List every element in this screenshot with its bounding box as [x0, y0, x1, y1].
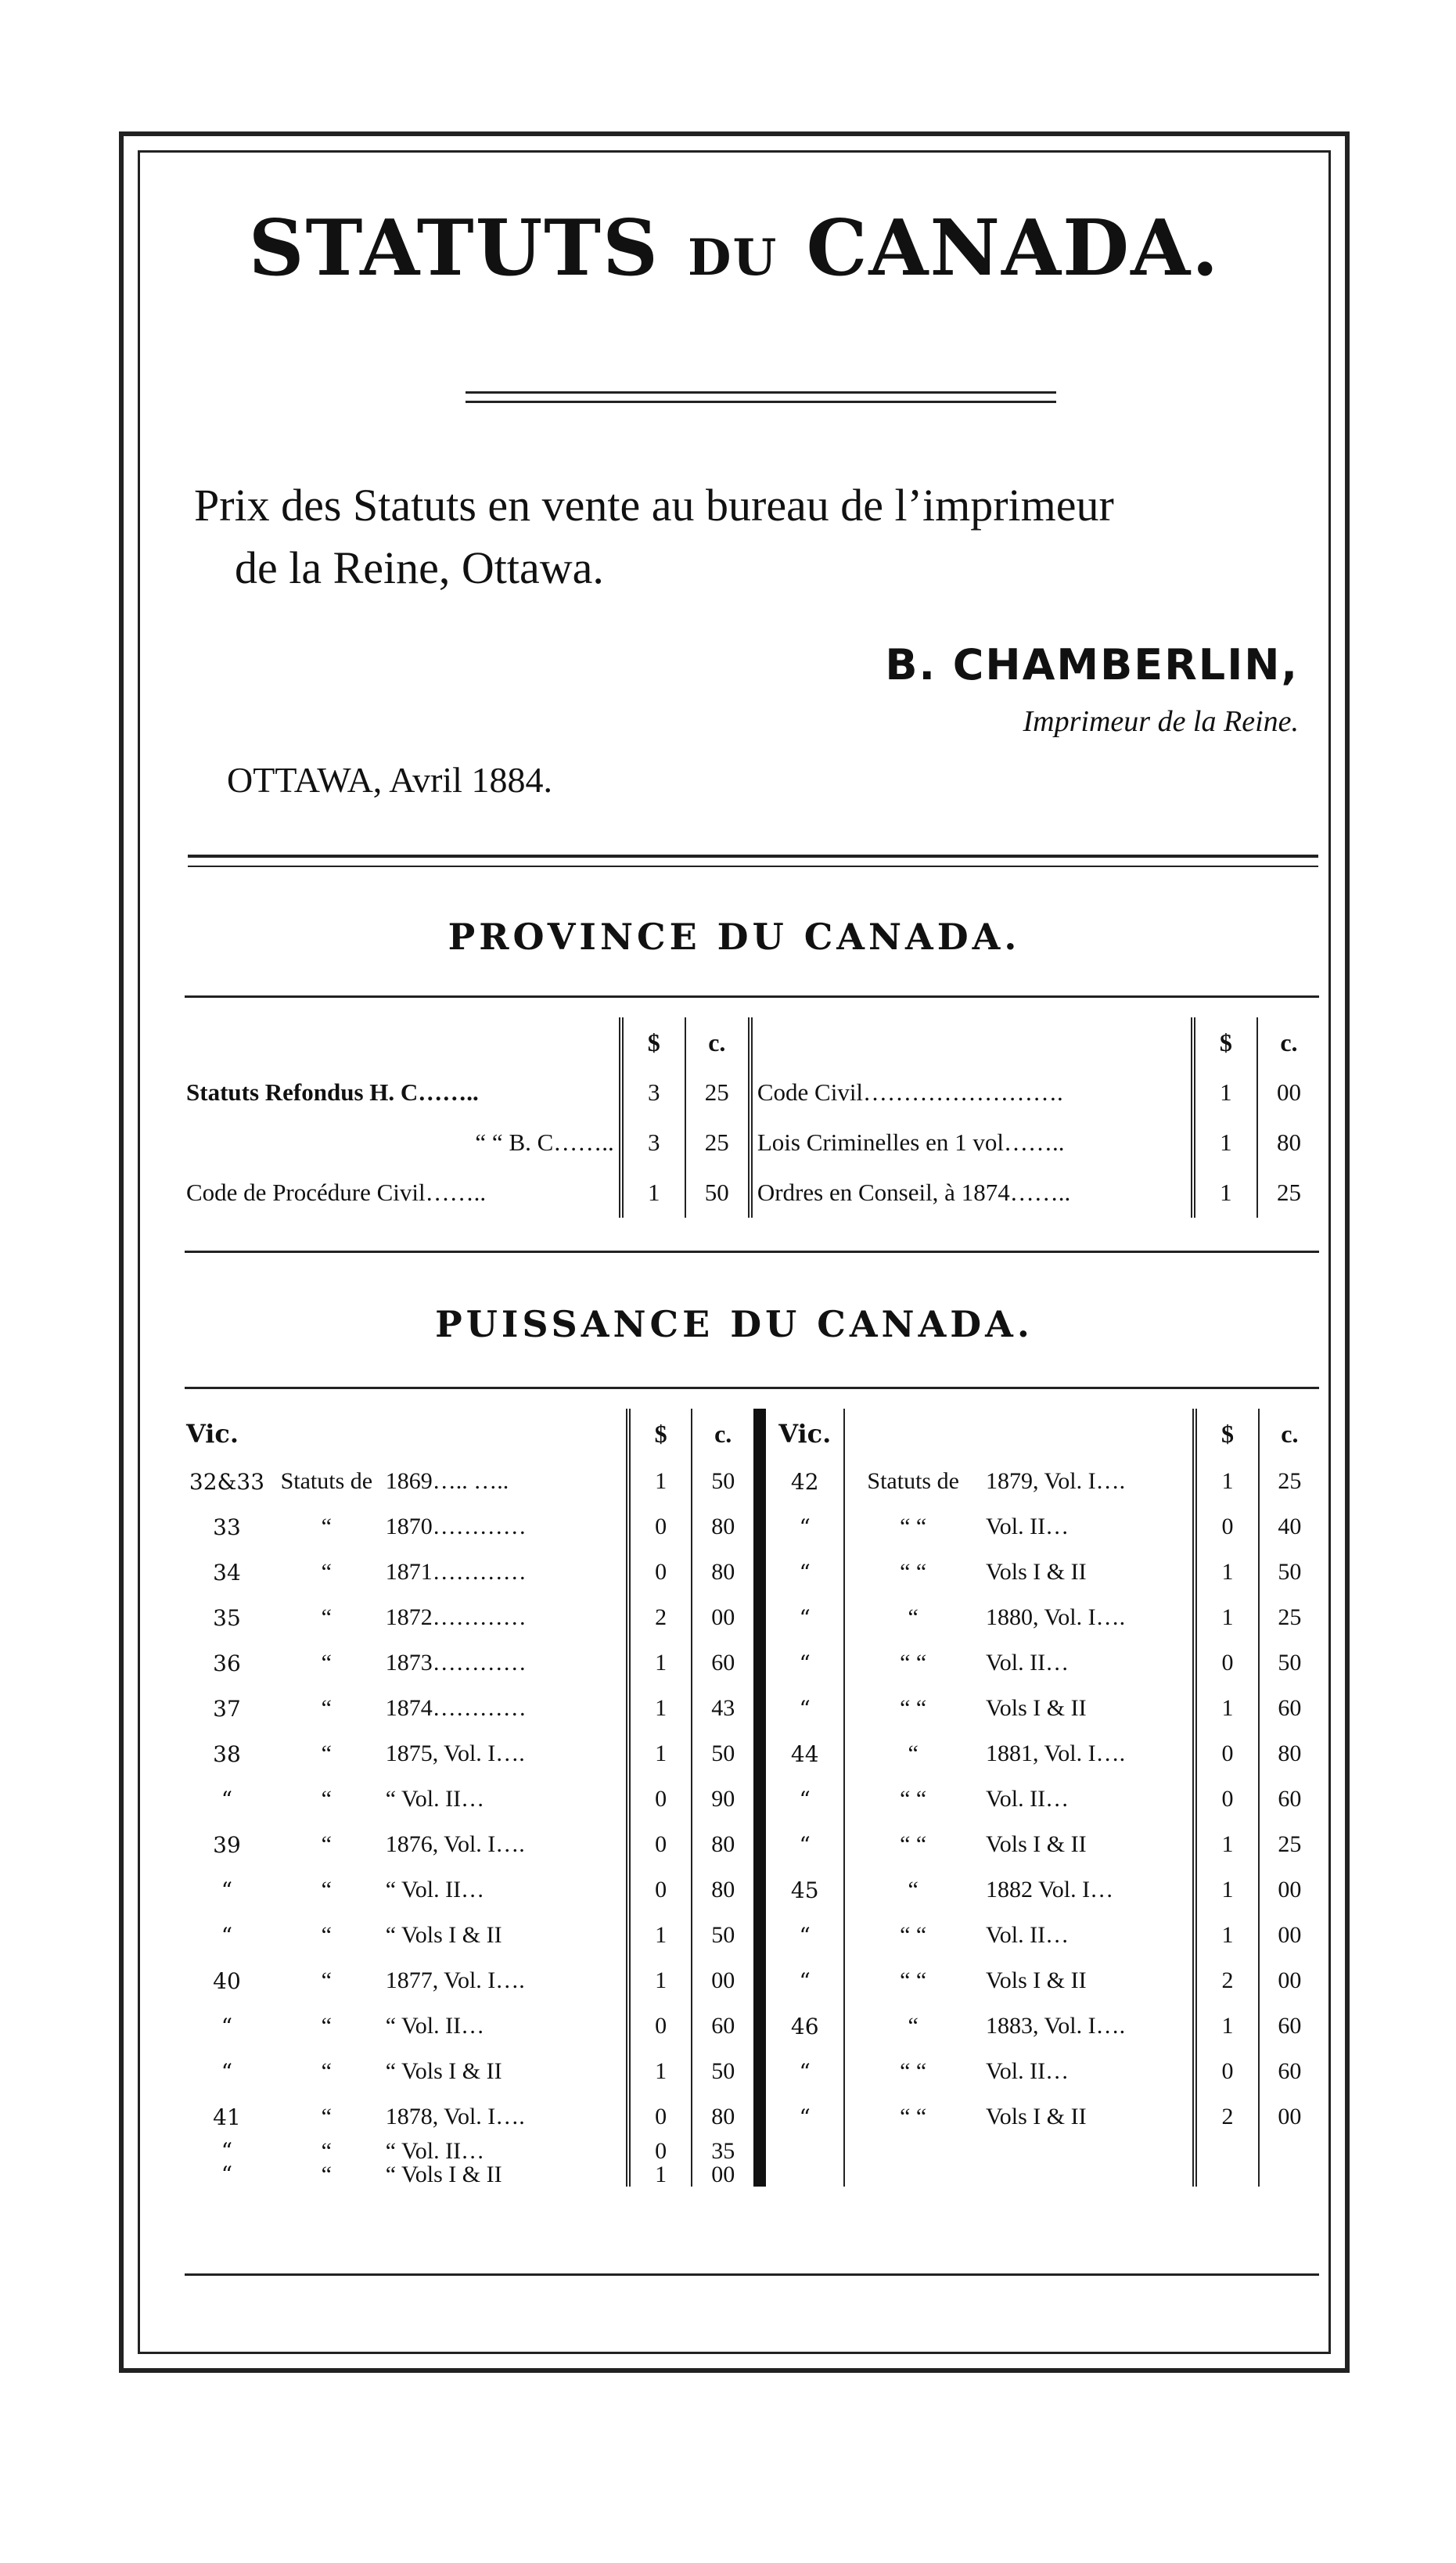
statute-cents: 60 [1259, 1686, 1320, 1731]
statute-ditto: “ “ [844, 2049, 981, 2094]
statute-dollars: 0 [628, 1504, 692, 1550]
table-row [182, 2003, 1320, 2049]
statute-description: Vol. II… [986, 1514, 1070, 1539]
province-rule-bottom [185, 1251, 1319, 1253]
statute-ditto: “ [844, 1595, 981, 1640]
statute-ditto: “ [321, 1740, 332, 1766]
statute-cents [1259, 2140, 1320, 2163]
statute-ditto: “ “ [844, 1550, 981, 1595]
statute-cents: 00 [692, 1595, 760, 1640]
statute-cents [1259, 2163, 1320, 2187]
statute-description: Vol. II… [986, 1650, 1070, 1676]
table-row [182, 1067, 1320, 1118]
table-row [182, 1118, 1320, 1168]
statute-cents: 43 [692, 1686, 760, 1731]
item-description: “ “ B. C…….. [475, 1129, 614, 1156]
table-row [182, 2163, 1320, 2187]
vic-number: 42 [760, 1459, 844, 1504]
statute-ditto: “ [321, 1967, 332, 1993]
statute-dollars: 2 [1195, 2094, 1258, 2140]
statute-dollars [1195, 2163, 1258, 2187]
statute-cents: 80 [692, 1822, 760, 1867]
statute-description: Vol. II… [986, 1922, 1070, 1948]
item-cents: 80 [1257, 1118, 1320, 1168]
statute-description: 1880, Vol. I…. [986, 1604, 1126, 1630]
vic-number: “ [221, 2058, 233, 2085]
table-row [182, 1550, 1320, 1595]
vic-number: “ [760, 1550, 844, 1595]
vic-number: “ [760, 1504, 844, 1550]
statute-ditto: “ [321, 2138, 332, 2164]
statute-cents: 60 [692, 1640, 760, 1686]
statute-ditto: “ [321, 1922, 332, 1948]
statute-dollars: 1 [1195, 1595, 1258, 1640]
intro-line-2: de la Reine, Ottawa. [235, 542, 604, 593]
statute-ditto: “ “ [844, 1776, 981, 1822]
vic-number: “ [221, 2013, 233, 2039]
puissance-heading: PUISSANCE DU CANADA. [435, 1303, 1034, 1345]
statute-cents: 50 [1259, 1640, 1320, 1686]
statute-description: 1873………… [385, 1650, 527, 1676]
statute-dollars: 0 [628, 1867, 692, 1913]
statute-ditto: “ [321, 1559, 332, 1585]
vic-number: “ [760, 1958, 844, 2003]
statute-dollars: 0 [628, 2140, 692, 2163]
statute-description: Vols I & II [986, 1559, 1087, 1585]
vic-number: 36 [213, 1650, 241, 1676]
statute-ditto: “ “ [844, 1822, 981, 1867]
statute-description: “ Vol. II… [385, 1877, 485, 1902]
vic-number: 44 [760, 1731, 844, 1776]
statute-description: Vols I & II [986, 1967, 1087, 1993]
item-description: Lois Criminelles en 1 vol…….. [750, 1118, 1193, 1168]
vic-number: “ [760, 1686, 844, 1731]
item-dollars: 3 [621, 1067, 685, 1118]
vic-number: “ [760, 1640, 844, 1686]
statute-description: “ Vol. II… [385, 2013, 485, 2039]
item-description: Code de Procédure Civil…….. [186, 1179, 487, 1206]
statute-dollars: 0 [1195, 1731, 1258, 1776]
statute-ditto [844, 2163, 981, 2187]
statute-description: Vol. II… [986, 1786, 1070, 1812]
col-vic: Vic. [186, 1419, 239, 1449]
table-row [182, 1822, 1320, 1867]
section-rule-bottom [188, 866, 1318, 867]
vic-number: 33 [213, 1514, 241, 1540]
col-dollar: $ [1193, 1017, 1257, 1067]
title-statuts: STATUTS [248, 203, 660, 293]
vic-number [760, 2140, 844, 2163]
col-cents: c. [1257, 1017, 1320, 1067]
vic-number: 37 [213, 1695, 241, 1722]
statute-description: 1877, Vol. I…. [385, 1967, 525, 1993]
page-title [138, 203, 1331, 293]
statute-cents: 80 [1259, 1731, 1320, 1776]
vic-number: 38 [213, 1740, 241, 1767]
statute-cents: 50 [692, 2049, 760, 2094]
col-vic: Vic. [760, 1409, 844, 1459]
title-rule-bottom [466, 401, 1056, 403]
province-heading: PROVINCE DU CANADA. [448, 916, 1021, 958]
statute-description: “ Vols I & II [385, 1922, 502, 1948]
item-cents: 25 [685, 1067, 750, 1118]
statute-ditto: Statuts de [280, 1468, 373, 1494]
statute-description: “ Vols I & II [385, 2162, 502, 2187]
statute-cents: 60 [1259, 1776, 1320, 1822]
statute-cents: 00 [1259, 1913, 1320, 1958]
table-row [182, 1686, 1320, 1731]
statute-ditto: “ [321, 1650, 332, 1676]
table-row [182, 1640, 1320, 1686]
statute-dollars: 1 [1195, 2003, 1258, 2049]
statute-ditto: “ [321, 1695, 332, 1721]
puissance-rule-bottom [185, 2273, 1319, 2276]
item-description: Ordres en Conseil, à 1874…….. [750, 1168, 1193, 1218]
statute-description: 1872………… [385, 1604, 527, 1630]
table-row [182, 1504, 1320, 1550]
title-canada: CANADA. [806, 203, 1221, 293]
vic-number: 46 [760, 2003, 844, 2049]
statute-cents: 80 [692, 1504, 760, 1550]
statute-dollars: 0 [628, 1822, 692, 1867]
statute-cents: 00 [1259, 1958, 1320, 2003]
vic-number: “ [760, 2094, 844, 2140]
vic-number: 34 [213, 1559, 241, 1586]
item-dollars: 3 [621, 1118, 685, 1168]
statute-ditto: “ [321, 2104, 332, 2129]
vic-number: “ [760, 2049, 844, 2094]
puissance-table [182, 1409, 1320, 2187]
statute-dollars: 2 [1195, 1958, 1258, 2003]
table-row [182, 1867, 1320, 1913]
statute-dollars: 1 [1195, 1686, 1258, 1731]
statute-description: 1874………… [385, 1695, 527, 1721]
statute-ditto: “ [321, 1877, 332, 1902]
col-dollar: $ [1195, 1409, 1258, 1459]
table-row [182, 2140, 1320, 2163]
table-row [182, 2094, 1320, 2140]
statute-description: 1869….. ….. [385, 1468, 509, 1494]
statute-cents: 80 [692, 2094, 760, 2140]
statute-dollars: 0 [628, 2003, 692, 2049]
vic-number: “ [760, 1595, 844, 1640]
statute-cents: 90 [692, 1776, 760, 1822]
date-line: OTTAWA, Avril 1884. [227, 760, 552, 800]
statute-description: 1870………… [385, 1514, 527, 1539]
section-rule-top [188, 855, 1318, 858]
statute-description: 1876, Vol. I…. [385, 1831, 525, 1857]
item-dollars: 1 [1193, 1118, 1257, 1168]
col-cents: c. [1259, 1409, 1320, 1459]
province-header-row [182, 1017, 1320, 1067]
printer-name: B. CHAMBERLIN, [885, 640, 1299, 689]
statute-description: Vols I & II [986, 2104, 1087, 2129]
statute-cents: 35 [692, 2140, 760, 2163]
vic-number: “ [221, 1786, 233, 1812]
table-row [182, 1958, 1320, 2003]
statute-dollars: 1 [628, 1640, 692, 1686]
vic-number: 32&33 [189, 1468, 265, 1495]
statute-cents: 50 [1259, 1550, 1320, 1595]
statute-ditto: Statuts de [844, 1459, 981, 1504]
table-row [182, 1913, 1320, 1958]
statute-description: 1882 Vol. I… [986, 1877, 1114, 1902]
statute-description: Vols I & II [986, 1695, 1087, 1721]
statute-cents: 60 [1259, 2049, 1320, 2094]
printer-title: Imprimeur de la Reine. [1023, 705, 1299, 738]
table-row [182, 1168, 1320, 1218]
statute-dollars: 1 [628, 1958, 692, 2003]
statute-dollars: 1 [1195, 1867, 1258, 1913]
statute-description [981, 2140, 1195, 2163]
statute-ditto: “ “ [844, 1958, 981, 2003]
statute-dollars: 1 [1195, 1459, 1258, 1504]
item-cents: 25 [1257, 1168, 1320, 1218]
statute-ditto: “ “ [844, 1913, 981, 1958]
table-row [182, 1459, 1320, 1504]
statute-cents: 25 [1259, 1822, 1320, 1867]
statute-ditto: “ [321, 2058, 332, 2084]
statute-cents: 40 [1259, 1504, 1320, 1550]
table-row [182, 2049, 1320, 2094]
statute-ditto [844, 2140, 981, 2163]
statute-ditto: “ [321, 1604, 332, 1630]
statute-ditto: “ [844, 2003, 981, 2049]
statute-cents: 50 [692, 1459, 760, 1504]
vic-number: 35 [213, 1604, 241, 1631]
vic-number: 40 [213, 1967, 241, 1994]
col-cents: c. [692, 1409, 760, 1459]
statute-description: Vols I & II [986, 1831, 1087, 1857]
statute-cents: 25 [1259, 1459, 1320, 1504]
statute-dollars: 2 [628, 1595, 692, 1640]
statute-dollars: 0 [628, 2094, 692, 2140]
vic-number: “ [221, 1877, 233, 1903]
statute-dollars: 1 [628, 2049, 692, 2094]
statute-cents: 00 [692, 1958, 760, 2003]
vic-number: 39 [213, 1831, 241, 1858]
item-cents: 00 [1257, 1067, 1320, 1118]
statute-ditto: “ “ [844, 1504, 981, 1550]
statute-cents: 50 [692, 1913, 760, 1958]
table-row [182, 1595, 1320, 1640]
item-dollars: 1 [621, 1168, 685, 1218]
statute-ditto: “ [321, 2013, 332, 2039]
vic-number: “ [221, 1922, 233, 1949]
vic-number: “ [221, 2162, 233, 2187]
statute-cents: 80 [692, 1867, 760, 1913]
statute-dollars: 1 [628, 1459, 692, 1504]
vic-number: “ [760, 1776, 844, 1822]
statute-description [981, 2163, 1195, 2187]
statute-ditto: “ [321, 2162, 332, 2187]
col-dollar: $ [628, 1409, 692, 1459]
vic-number: 41 [213, 2104, 241, 2130]
statute-dollars: 1 [1195, 1822, 1258, 1867]
item-description: Statuts Refondus H. C…….. [186, 1078, 479, 1106]
table-row [182, 1776, 1320, 1822]
statute-dollars: 1 [628, 1686, 692, 1731]
title-rule-top [466, 391, 1056, 394]
statute-dollars: 0 [1195, 1776, 1258, 1822]
statute-dollars [1195, 2140, 1258, 2163]
statute-dollars: 1 [628, 1731, 692, 1776]
item-cents: 50 [685, 1168, 750, 1218]
province-rule-top [185, 995, 1319, 998]
statute-dollars: 0 [1195, 1640, 1258, 1686]
statute-description: 1883, Vol. I…. [986, 2013, 1126, 2039]
statute-dollars: 0 [1195, 2049, 1258, 2094]
statute-dollars: 0 [628, 1776, 692, 1822]
statute-dollars: 1 [628, 2163, 692, 2187]
statute-dollars: 1 [1195, 1550, 1258, 1595]
statute-dollars: 0 [1195, 1504, 1258, 1550]
vic-number: “ [760, 1822, 844, 1867]
statute-description: “ Vol. II… [385, 2138, 485, 2164]
statute-dollars: 1 [1195, 1913, 1258, 1958]
statute-description: “ Vol. II… [385, 1786, 485, 1812]
statute-cents: 60 [692, 2003, 760, 2049]
item-description: Code Civil……………………. [750, 1067, 1193, 1118]
statute-ditto: “ [321, 1786, 332, 1812]
statute-description: 1879, Vol. I…. [986, 1468, 1126, 1494]
statute-ditto: “ [321, 1831, 332, 1857]
province-table [182, 1017, 1320, 1218]
statute-cents: 80 [692, 1550, 760, 1595]
vic-number: “ [221, 2138, 233, 2164]
puissance-header-row [182, 1409, 1320, 1459]
table-row [182, 1731, 1320, 1776]
intro-line-1: Prix des Statuts en vente au bureau de l’imprimeur [194, 480, 1114, 531]
statute-cents: 25 [1259, 1595, 1320, 1640]
item-cents: 25 [685, 1118, 750, 1168]
statute-cents: 00 [1259, 2094, 1320, 2140]
statute-ditto: “ “ [844, 1640, 981, 1686]
statute-ditto: “ [321, 1514, 332, 1539]
statute-dollars: 1 [628, 1913, 692, 1958]
vic-number: 45 [760, 1867, 844, 1913]
col-cents: c. [685, 1017, 750, 1067]
statute-description: “ Vols I & II [385, 2058, 502, 2084]
statute-description: Vol. II… [986, 2058, 1070, 2084]
vic-number [760, 2163, 844, 2187]
statute-ditto: “ “ [844, 2094, 981, 2140]
statute-cents: 00 [1259, 1867, 1320, 1913]
statute-ditto: “ [844, 1731, 981, 1776]
vic-number: “ [760, 1913, 844, 1958]
item-dollars: 1 [1193, 1168, 1257, 1218]
puissance-rule-top [185, 1387, 1319, 1389]
statute-description: 1871………… [385, 1559, 527, 1585]
col-dollar: $ [621, 1017, 685, 1067]
statute-cents: 60 [1259, 2003, 1320, 2049]
statute-dollars: 0 [628, 1550, 692, 1595]
statute-cents: 00 [692, 2163, 760, 2187]
statute-description: 1875, Vol. I…. [385, 1740, 525, 1766]
title-du: DU [688, 229, 778, 287]
statute-ditto: “ [844, 1867, 981, 1913]
statute-description: 1881, Vol. I…. [986, 1740, 1126, 1766]
statute-cents: 50 [692, 1731, 760, 1776]
item-dollars: 1 [1193, 1067, 1257, 1118]
statute-description: 1878, Vol. I…. [385, 2104, 525, 2129]
statute-ditto: “ “ [844, 1686, 981, 1731]
